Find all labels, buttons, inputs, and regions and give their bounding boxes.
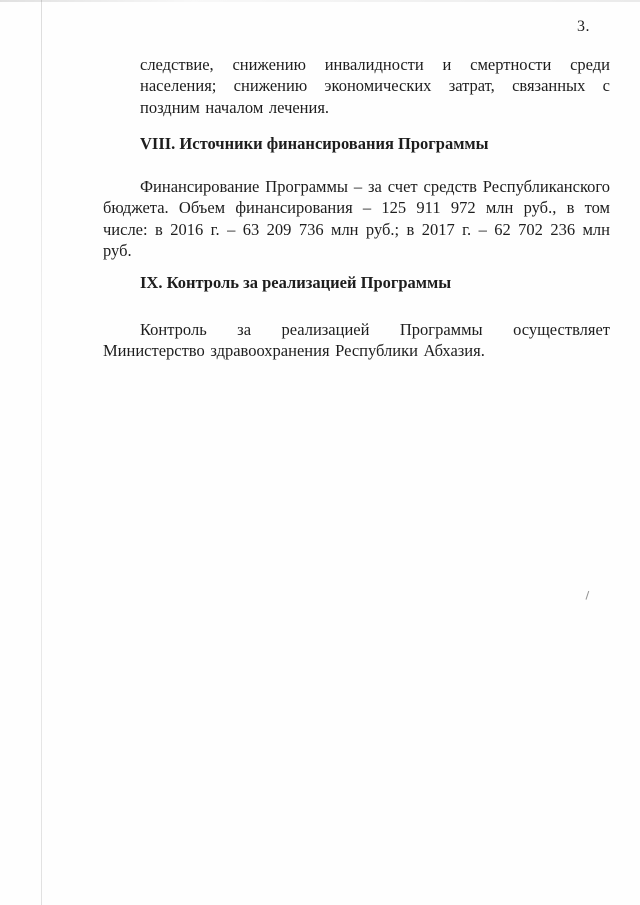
scan-edge-top (0, 0, 640, 2)
section-viii-paragraph: Финансирование Программы – за счет средств Республиканского бюджета. Объем финансирования – 125 911 972 млн руб., в том числе: в 2016 г. – 63 209 736 млн руб.; в 2017 г. – 62 702 236 млн руб. (103, 177, 610, 261)
page-number: 3. (577, 18, 590, 35)
section-ix-paragraph: Контроль за реализацией Программы осуществляет Министерство здравоохранения Республики Абхазия. (103, 319, 610, 360)
paragraph-continuation: следствие, снижению инвалидности и смертности среди населения; снижению экономических затрат, связанных с поздним началом лечения. (140, 55, 610, 117)
section-viii-heading: VIII. Источники финансирования Программы (140, 133, 489, 153)
document-content (103, 54, 610, 361)
section-ix-heading: IX. Контроль за реализацией Программы (140, 273, 452, 293)
scan-speck-mark (581, 589, 589, 599)
scan-edge-line (41, 0, 42, 905)
